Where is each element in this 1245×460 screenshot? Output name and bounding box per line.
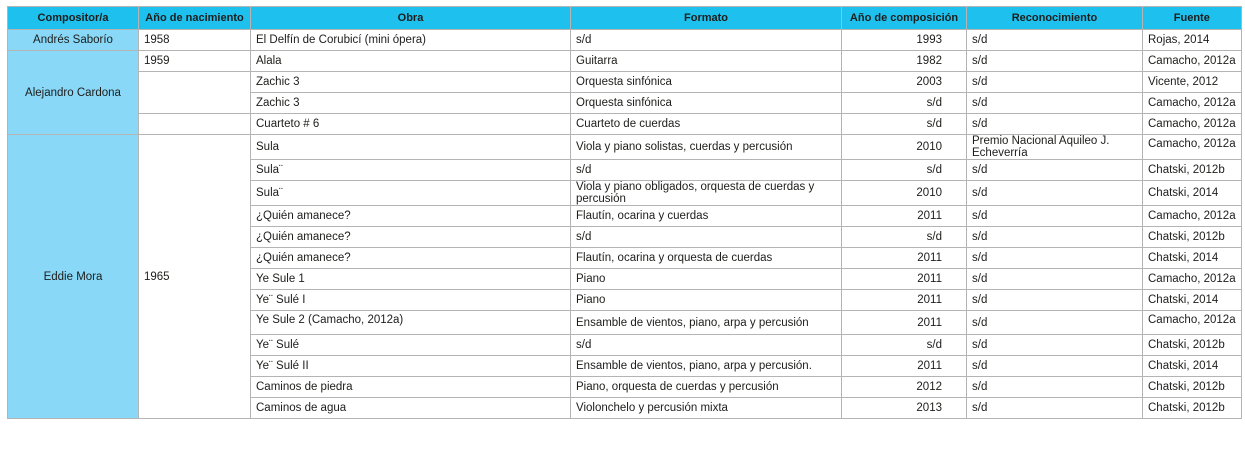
obra-cell: Zachic 3	[251, 93, 571, 114]
birth-year-cell: 1959	[139, 51, 251, 72]
obra-cell: Ye Sule 2 (Camacho, 2012a)	[251, 311, 571, 335]
formato-cell: Piano	[571, 269, 842, 290]
obra-cell: El Delfín de Corubicí (mini ópera)	[251, 30, 571, 51]
reconocimiento-cell: s/d	[967, 290, 1143, 311]
anio-cell: 2011	[842, 311, 967, 335]
anio-cell: s/d	[842, 160, 967, 181]
obra-cell: Ye¨ Sulé II	[251, 356, 571, 377]
fuente-cell: Camacho, 2012a	[1143, 269, 1242, 290]
formato-cell: Piano, orquesta de cuerdas y percusión	[571, 377, 842, 398]
reconocimiento-cell: s/d	[967, 311, 1143, 335]
birth-year-cell	[139, 72, 251, 114]
birth-year-cell: 1965	[139, 135, 251, 419]
works-table	[7, 6, 1242, 419]
obra-cell: Caminos de piedra	[251, 377, 571, 398]
table-row	[8, 30, 1242, 51]
reconocimiento-cell: s/d	[967, 93, 1143, 114]
reconocimiento-cell: s/d	[967, 51, 1143, 72]
fuente-cell: Chatski, 2012b	[1143, 377, 1242, 398]
obra-cell: Sula	[251, 135, 571, 160]
fuente-cell: Camacho, 2012a	[1143, 135, 1242, 160]
header-formato: Formato	[571, 7, 842, 30]
formato-cell: Ensamble de vientos, piano, arpa y percusión	[571, 311, 842, 335]
reconocimiento-cell: s/d	[967, 335, 1143, 356]
fuente-cell: Camacho, 2012a	[1143, 93, 1242, 114]
reconocimiento-cell: s/d	[967, 206, 1143, 227]
anio-cell: 2003	[842, 72, 967, 93]
obra-cell: ¿Quién amanece?	[251, 206, 571, 227]
fuente-cell: Chatski, 2014	[1143, 181, 1242, 206]
reconocimiento-cell: s/d	[967, 227, 1143, 248]
anio-cell: 2011	[842, 269, 967, 290]
obra-cell: Cuarteto # 6	[251, 114, 571, 135]
formato-cell: Viola y piano solistas, cuerdas y percusión	[571, 135, 842, 160]
reconocimiento-cell: s/d	[967, 269, 1143, 290]
fuente-cell: Camacho, 2012a	[1143, 311, 1242, 335]
obra-cell: Ye¨ Sulé I	[251, 290, 571, 311]
fuente-cell: Chatski, 2012b	[1143, 160, 1242, 181]
formato-cell: Piano	[571, 290, 842, 311]
composer-cell: Andrés Saborío	[8, 30, 139, 51]
reconocimiento-cell: Premio Nacional Aquileo J. Echeverría	[967, 135, 1143, 160]
anio-cell: 2010	[842, 181, 967, 206]
formato-cell: s/d	[571, 227, 842, 248]
fuente-cell: Camacho, 2012a	[1143, 114, 1242, 135]
composer-cell: Alejandro Cardona	[8, 51, 139, 135]
header-anio-nacimiento: Año de nacimiento	[139, 7, 251, 30]
formato-cell: Orquesta sinfónica	[571, 93, 842, 114]
formato-cell: Ensamble de vientos, piano, arpa y percusión.	[571, 356, 842, 377]
anio-cell: 1993	[842, 30, 967, 51]
fuente-cell: Camacho, 2012a	[1143, 51, 1242, 72]
formato-cell: Viola y piano obligados, orquesta de cuerdas y percusión	[571, 181, 842, 206]
formato-cell: Flautín, ocarina y cuerdas	[571, 206, 842, 227]
composer-cell: Eddie Mora	[8, 135, 139, 419]
formato-cell: Flautín, ocarina y orquesta de cuerdas	[571, 248, 842, 269]
fuente-cell: Camacho, 2012a	[1143, 206, 1242, 227]
formato-cell: Violonchelo y percusión mixta	[571, 398, 842, 419]
birth-year-cell: 1958	[139, 30, 251, 51]
anio-cell: 2011	[842, 356, 967, 377]
obra-cell: ¿Quién amanece?	[251, 248, 571, 269]
formato-cell: Guitarra	[571, 51, 842, 72]
header-anio-composicion: Año de composición	[842, 7, 967, 30]
anio-cell: 2013	[842, 398, 967, 419]
obra-cell: Ye Sule 1	[251, 269, 571, 290]
fuente-cell: Chatski, 2012b	[1143, 398, 1242, 419]
anio-cell: 2011	[842, 206, 967, 227]
reconocimiento-cell: s/d	[967, 160, 1143, 181]
fuente-cell: Chatski, 2014	[1143, 356, 1242, 377]
reconocimiento-cell: s/d	[967, 114, 1143, 135]
formato-cell: Cuarteto de cuerdas	[571, 114, 842, 135]
fuente-cell: Chatski, 2012b	[1143, 227, 1242, 248]
obra-cell: Ye¨ Sulé	[251, 335, 571, 356]
table-row	[8, 114, 1242, 135]
anio-cell: s/d	[842, 114, 967, 135]
reconocimiento-cell: s/d	[967, 30, 1143, 51]
anio-cell: 2011	[842, 290, 967, 311]
anio-cell: 2012	[842, 377, 967, 398]
formato-cell: Orquesta sinfónica	[571, 72, 842, 93]
reconocimiento-cell: s/d	[967, 72, 1143, 93]
formato-cell: s/d	[571, 30, 842, 51]
table-row	[8, 72, 1242, 93]
reconocimiento-cell: s/d	[967, 248, 1143, 269]
obra-cell: Sula¨	[251, 181, 571, 206]
obra-cell: ¿Quién amanece?	[251, 227, 571, 248]
fuente-cell: Chatski, 2014	[1143, 290, 1242, 311]
anio-cell: 2010	[842, 135, 967, 160]
anio-cell: s/d	[842, 227, 967, 248]
fuente-cell: Vicente, 2012	[1143, 72, 1242, 93]
fuente-cell: Chatski, 2014	[1143, 248, 1242, 269]
anio-cell: s/d	[842, 335, 967, 356]
header-reconocimiento: Reconocimiento	[967, 7, 1143, 30]
birth-year-cell	[139, 114, 251, 135]
obra-cell: Alala	[251, 51, 571, 72]
obra-cell: Sula¨	[251, 160, 571, 181]
reconocimiento-cell: s/d	[967, 398, 1143, 419]
header-compositor: Compositor/a	[8, 7, 139, 30]
reconocimiento-cell: s/d	[967, 181, 1143, 206]
anio-cell: 1982	[842, 51, 967, 72]
reconocimiento-cell: s/d	[967, 377, 1143, 398]
table-row	[8, 51, 1242, 72]
obra-cell: Caminos de agua	[251, 398, 571, 419]
header-fuente: Fuente	[1143, 7, 1242, 30]
reconocimiento-cell: s/d	[967, 356, 1143, 377]
table-row	[8, 135, 1242, 160]
anio-cell: 2011	[842, 248, 967, 269]
fuente-cell: Rojas, 2014	[1143, 30, 1242, 51]
obra-cell: Zachic 3	[251, 72, 571, 93]
header-obra: Obra	[251, 7, 571, 30]
anio-cell: s/d	[842, 93, 967, 114]
formato-cell: s/d	[571, 160, 842, 181]
formato-cell: s/d	[571, 335, 842, 356]
header-row	[8, 7, 1242, 30]
fuente-cell: Chatski, 2012b	[1143, 335, 1242, 356]
